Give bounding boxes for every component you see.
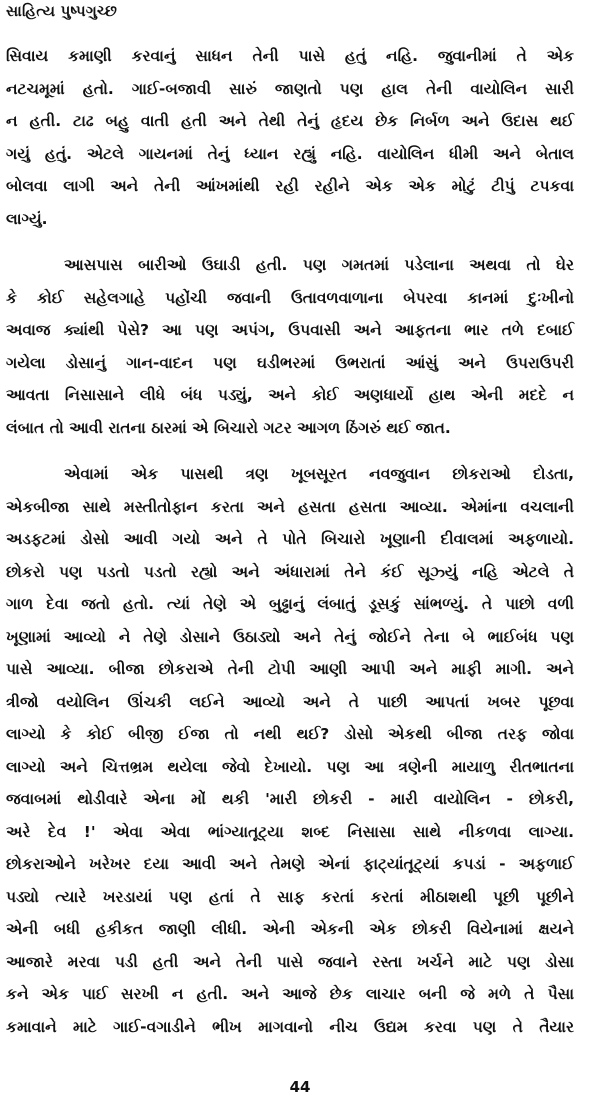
paragraph-gap: [6, 444, 574, 458]
page-number: 44: [289, 1078, 311, 1096]
running-head-title: સાહિત્ય પુષ્પગુચ્છ: [6, 2, 118, 20]
text-line: એની બધી હકીકત જાણી લીધી. એની એકની એક છોકરી વિયેનામાં ક્ષયને: [6, 920, 574, 938]
text-line: આસપાસ બારીઓ ઉઘાડી હતી. પણ ગમતમાં પડેલાના અથવા તો ઘેર: [64, 256, 574, 274]
text-line: બોલવા લાગી અને તેની આંખમાંથી રહી રહીને એક એક મોટું ટીપું ટપકવા: [6, 177, 574, 195]
text-line: પાસે આવ્યા. બીજા છોકરાએ તેની ટોપી આણી આપી અને માફી માગી. અને: [6, 660, 574, 678]
text-line: આજારે મરવા પડી હતી અને તેની પાસે જવાને રસ્તા ખર્ચને માટે પણ ડોસા: [6, 952, 574, 971]
text-line: લંબાત તો આવી રાતના ઠારમાં એ બિચારો ગટર આગળ ઠિંગરું થઈ જાત.: [6, 418, 451, 437]
text-line: ત્રીજો વયોલિન ઊંચકી લઈને આવ્યો અને તે પાછી આપતાં ખબર પૂછવા: [6, 692, 574, 711]
text-line: કે કોઈ સહેલગાહે પહોંચી જવાની ઉતાવળવાળાના બેપરવા કાનમાં દુઃખીનો: [6, 288, 574, 307]
paragraph: [6, 40, 574, 235]
text-line: અવાજ ક્યાંથી પેસે? આ પણ અપંગ, ઉપવાસી અને આફતના ભાર તળે દબાઈ: [6, 321, 574, 339]
text-line: પડ્યો ત્યારે ખરડાયાં પણ હતાં તે સાફ કરતાં કરતાં મીઠાશથી પૂછી પૂછીને: [6, 887, 574, 906]
text-line: લાગ્યો અને ચિત્તભ્રમ થયેલા જેવો દેખાયો. પણ આ ત્રણેની માયાળુ રીતભાતના: [6, 757, 574, 776]
text-line: ગયેલા ડોસાનું ગાન-વાદન પણ ઘડીભરમાં ઉભરાતાં આંસું અને ઉપરાઉપરી: [6, 353, 574, 372]
text-line: ન હતી. ટાઢ બહુ વાતી હતી અને તેથી તેનું હૃદય છેક નિર્બળ અને ઉદાસ થઈ: [6, 112, 574, 130]
text-line: લાગ્યું.: [6, 209, 48, 228]
text-line: ગયું હતું. એટલે ગાયનમાં તેનું ધ્યાન રહ્યું નહિ. વાયોલિન ધીમી અને બેતાલ: [6, 144, 574, 163]
text-line: કને એક પાઈ સરખી ન હતી. અને આજે છેક લાચાર બની જે મળે તે પૈસા: [6, 985, 574, 1003]
text-line: ગાળ દેવા જતો હતો. ત્યાં તેણે એ બુઢ્ઢાનું લંબાતું ડૂસકું સાંભળ્યું. તે પાછો વળી: [6, 595, 574, 613]
text-line: જવાબમાં થોડીવારે એના મોં થકી 'મારી છોકરી - મારી વાયોલિન - છોકરી,: [6, 790, 574, 808]
text-line: ખૂણામાં આવ્યો ને તેણે ડોસાને ઉઠાડ્યો અને તેનું જોઈને તેના બે ભાઈબંધ પણ: [6, 627, 574, 646]
text-line: છોકરો પણ પડતો પડતો રહ્યો અને અંધારામાં તેને કંઈ સૂઝ્યું નહિ એટલે તે: [6, 562, 574, 581]
text-line: અડફટમાં ડોસો આવી ગયો અને તે પોતે બિચારો ખૂણાની દીવાલમાં અફળાયો.: [6, 530, 574, 548]
text-line: સિવાય કમાણી કરવાનું સાધન તેની પાસે હતું નહિ. જુવાનીમાં તે એક: [6, 47, 574, 65]
text-line: એકબીજા સાથે મસ્તીતોફાન કરતા અને હસતા હસતા આવ્યા. એમાંના વચલાની: [6, 497, 574, 516]
body-text: [6, 40, 574, 1043]
text-line: છોકરાઓને ખરેખર દયા આવી અને તેમણે એનાં ફાટ્યાંતૂટ્યાં કપડાં - અફળાઈ: [6, 855, 574, 873]
text-line: એવામાં એક પાસથી ત્રણ ખૂબસૂરત નવજુવાન છોકરાઓ દોડતા,: [64, 465, 574, 483]
paragraph: [6, 458, 574, 1043]
paragraph: [6, 249, 574, 444]
text-line: અરે દેવ !' એવા એવા ભાંગ્યાતૂટ્યા શબ્દ નિસાસા સાથે નીકળવા લાગ્યા.: [6, 822, 574, 841]
text-line: લાગ્યો કે કોઈ બીજી ઈજા તો નથી થઈ? ડોસો એકથી બીજા તરફ જોવા: [6, 725, 574, 743]
paragraph-gap: [6, 235, 574, 249]
text-line: નટચમૂમાં હતો. ગાઈ-બજાવી સારું જાણતો પણ હાલ તેની વાયોલિન સારી: [6, 79, 574, 98]
text-line: આવતા નિસાસાને લીધે બંધ પડ્યું, અને કોઈ અણધાર્યો હાથ એની મદદે ન: [6, 386, 574, 404]
text-line: કમાવાને માટે ગાઈ-વગાડીને ભીખ માગવાનો નીચ ઉદ્યમ કરવા પણ તે તૈયાર: [6, 1017, 574, 1036]
